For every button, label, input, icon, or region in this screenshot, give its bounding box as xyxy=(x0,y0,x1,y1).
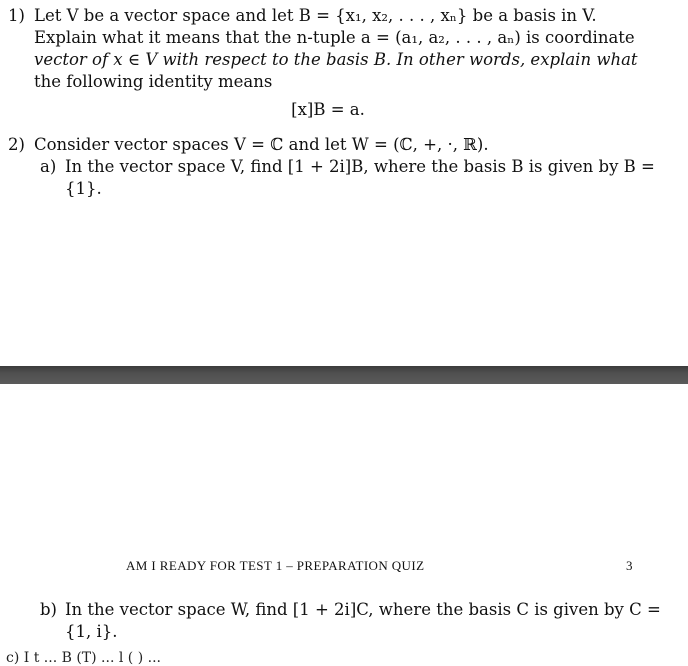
q2a-line1: In the vector space V, find [1 + 2i]B, where the basis B is given by B = xyxy=(65,157,655,176)
q1-identity: [x]B = a. xyxy=(291,100,365,119)
q1-line3: vector of x ∈ V with respect to the basis B. In other words, explain what xyxy=(34,50,638,69)
q1-line4: the following identity means xyxy=(34,72,273,91)
page-number: 3 xyxy=(626,558,633,573)
q2b-line2: {1, i}. xyxy=(65,622,118,641)
q2a-label: a) xyxy=(40,157,57,176)
q2b-line1: In the vector space W, find [1 + 2i]C, where the basis C is given by C = xyxy=(65,600,661,619)
running-header: AM I READY FOR TEST 1 – PREPARATION QUIZ xyxy=(126,558,425,573)
cutoff-line: c) I t ... B (T) ... l ( ) ... xyxy=(6,650,161,666)
q2-intro: Consider vector spaces V = ℂ and let W = (ℂ, +, ·, ℝ). xyxy=(34,135,489,154)
page-separator xyxy=(0,366,688,384)
q2-number: 2) xyxy=(8,135,25,154)
q1-line1: Let V be a vector space and let B = {x₁, x₂, . . . , xₙ} be a basis in V. xyxy=(34,6,597,25)
q2a-line2: {1}. xyxy=(65,179,102,198)
q1-number: 1) xyxy=(8,6,25,25)
q1-line2: Explain what it means that the n-tuple a = (a₁, a₂, . . . , aₙ) is coordinate xyxy=(34,28,635,47)
q2b-label: b) xyxy=(40,600,57,619)
